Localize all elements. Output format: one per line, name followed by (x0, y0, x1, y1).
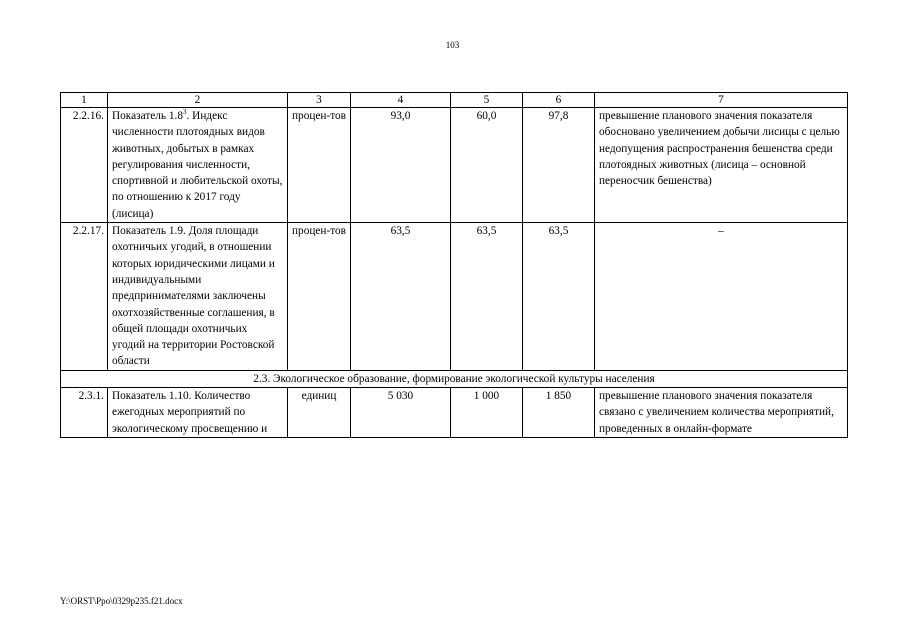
value-plan: 93,0 (351, 108, 451, 223)
unit-cell: единиц (288, 388, 351, 438)
value-plan: 5 030 (351, 388, 451, 438)
row-id: 2.3.1. (61, 388, 108, 438)
value-actual: 1 850 (523, 388, 595, 438)
note-cell: – (595, 223, 848, 371)
value-target: 63,5 (451, 223, 523, 371)
unit-cell (288, 108, 351, 223)
value-target: 1 000 (451, 388, 523, 438)
file-path-footer: Y:\ORST\Ppo\0329p235.f21.docx (60, 596, 183, 606)
column-header-2: 2 (108, 93, 288, 108)
row-id: 2.2.16. (61, 108, 108, 223)
table-row (61, 108, 848, 223)
unit-text: процен-тов (292, 110, 346, 122)
section-heading-row (61, 370, 848, 387)
page-number: 103 (445, 40, 460, 50)
indicator-name: Показатель 1.10. Количество ежегодных мероприятий по экологическому просвещению и (108, 388, 288, 438)
unit-text: процен-тов (292, 225, 346, 238)
column-header-4: 4 (351, 93, 451, 108)
column-header-1: 1 (61, 93, 108, 108)
column-header-7: 7 (595, 93, 848, 108)
column-header-3: 3 (288, 93, 351, 108)
table-row (61, 223, 848, 371)
note-cell: превышение планового значения показателя обосновано увеличением добычи лисицы с целью недопущения распространения бешенства среди плотоядных животных (лисица – основной переносчик бешенства) (595, 108, 848, 223)
section-title: 2.3. Экологическое образование, формирование экологической культуры населения (61, 370, 848, 387)
value-actual: 63,5 (523, 223, 595, 371)
column-header-5: 5 (451, 93, 523, 108)
value-plan: 63,5 (351, 223, 451, 371)
table-row (61, 388, 848, 438)
row-id: 2.2.17. (61, 223, 108, 371)
unit-cell (288, 223, 351, 371)
indicator-name: Показатель $1.8^3$. Индекс численности плотоядных видов животных, добытых в рамках регулирования численности, спортивной и любительской охоты, по отношению к 2017 году (лисица) (108, 108, 288, 223)
column-number-row (61, 93, 848, 108)
note-cell: превышение планового значения показателя связано с увеличением количества мероприятий, проведенных в онлайн-формате (595, 388, 848, 438)
indicator-table (60, 92, 848, 438)
value-actual: 97,8 (523, 108, 595, 223)
value-target: 60,0 (451, 108, 523, 223)
indicator-name: Показатель 1.9. Доля площади охотничьих угодий, в отношении которых юридическими лицами и индивидуальными предпринимателями заключены охотхозяйственные соглашения, в общей площади охотничьих угодий на территории Ростовской области (108, 223, 288, 371)
column-header-6: 6 (523, 93, 595, 108)
